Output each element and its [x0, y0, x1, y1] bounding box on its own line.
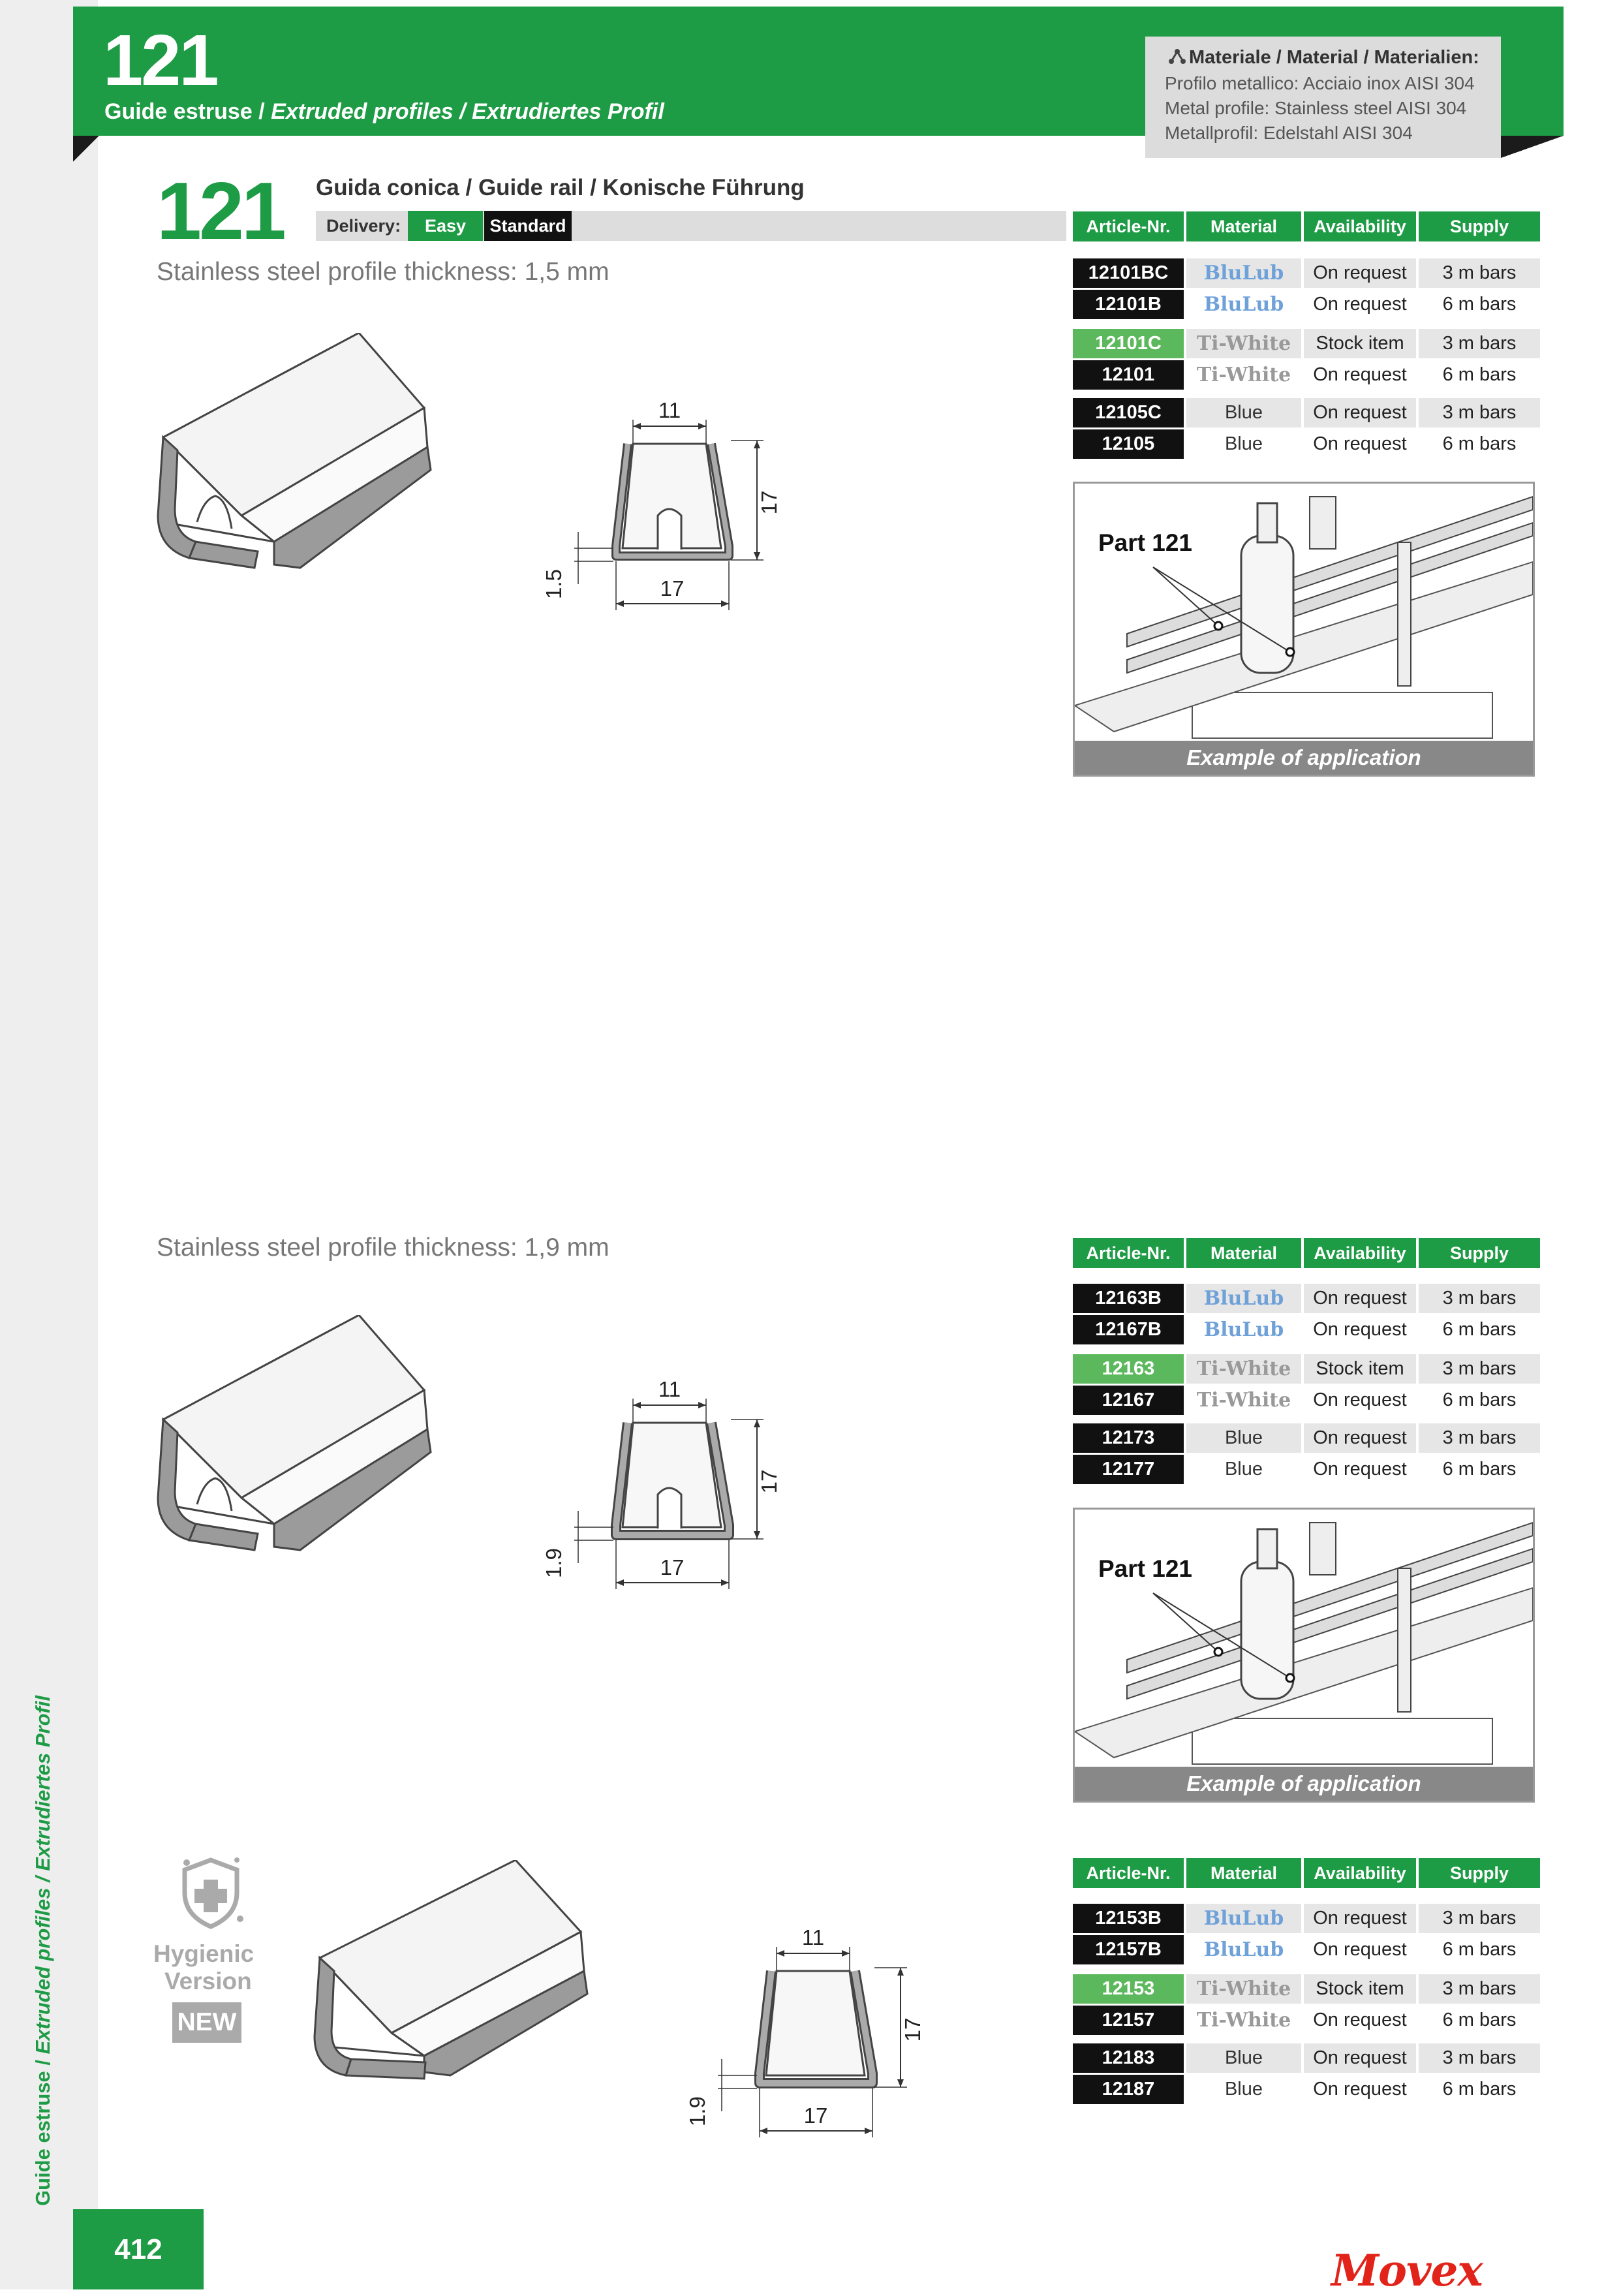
table-cell-supply: 3 m bars — [1419, 329, 1540, 358]
delivery-standard-badge: Standard — [484, 211, 572, 241]
profile-3d-drawing — [307, 1860, 600, 2082]
table-cell-article: 12101BC — [1073, 258, 1184, 288]
section-title: Stainless steel profile thickness: 1,9 mm — [157, 1233, 609, 1262]
materials-title-text: Materiale / Material / Materialien: — [1189, 47, 1479, 68]
dim-bottom-width: 17 — [803, 2103, 828, 2128]
profile-3d-drawing — [150, 1315, 444, 1563]
header-fold — [73, 136, 99, 162]
dim-top-width: 11 — [801, 1925, 825, 1949]
table-cell-material: Ti-White — [1186, 2006, 1301, 2035]
dim-bottom-width: 17 — [660, 1555, 685, 1579]
table-cell-material: Ti-White — [1186, 1354, 1301, 1384]
delivery-easy-badge: Easy — [408, 211, 483, 241]
table-cell-supply: 6 m bars — [1419, 1455, 1540, 1484]
col-header-supply: Supply — [1419, 1238, 1540, 1268]
table-cell-supply: 6 m bars — [1419, 1935, 1540, 1964]
table-cell-material: Ti-White — [1186, 1386, 1301, 1415]
table-cell-article: 12167 — [1073, 1386, 1184, 1415]
profile-cross-section — [679, 1922, 940, 2147]
table-cell-availability: On request — [1304, 2043, 1416, 2073]
delivery-label: Delivery: — [326, 216, 401, 236]
hygienic-version-label: Version — [164, 1968, 252, 1994]
table-cell-material: BluLub — [1186, 1315, 1301, 1344]
table-cell-availability: On request — [1304, 290, 1416, 319]
table-cell-supply: 6 m bars — [1419, 2075, 1540, 2104]
table-cell-supply: 3 m bars — [1419, 1904, 1540, 1933]
dim-height: 17 — [757, 490, 781, 515]
application-part-label: Part 121 — [1098, 1555, 1192, 1582]
table-cell-supply: 3 m bars — [1419, 1423, 1540, 1453]
col-header-material: Material — [1186, 1238, 1301, 1268]
col-header-supply: Supply — [1419, 211, 1540, 241]
table-cell-supply: 6 m bars — [1419, 1315, 1540, 1344]
table-cell-supply: 6 m bars — [1419, 290, 1540, 319]
table-cell-material: Ti-White — [1186, 329, 1301, 358]
col-header-article: Article-Nr. — [1073, 1858, 1184, 1888]
materials-fold — [1501, 136, 1564, 158]
col-header-availability: Availability — [1304, 211, 1416, 241]
materials-line: Profilo metallico: Acciaio inox AISI 304 — [1165, 73, 1475, 93]
table-cell-availability: On request — [1304, 258, 1416, 288]
header-code: 121 — [103, 20, 217, 101]
table-cell-supply: 6 m bars — [1419, 429, 1540, 459]
table-cell-article: 12157 — [1073, 2006, 1184, 2035]
table-cell-article: 12173 — [1073, 1423, 1184, 1453]
table-cell-availability: On request — [1304, 1284, 1416, 1313]
table-cell-article: 12105 — [1073, 429, 1184, 459]
hygienic-label: Hygienic — [153, 1940, 254, 1967]
table-cell-article: 12163B — [1073, 1284, 1184, 1313]
table-cell-supply: 6 m bars — [1419, 2006, 1540, 2035]
table-cell-article: 12163 — [1073, 1354, 1184, 1384]
table-cell-availability: On request — [1304, 1935, 1416, 1964]
materials-line: Metallprofil: Edelstahl AISI 304 — [1165, 123, 1413, 143]
table-cell-material: BluLub — [1186, 1935, 1301, 1964]
materials-line: Metal profile: Stainless steel AISI 304 — [1165, 98, 1467, 118]
table-cell-material: Blue — [1186, 2043, 1301, 2073]
table-cell-availability: On request — [1304, 1423, 1416, 1453]
table-cell-article: 12183 — [1073, 2043, 1184, 2073]
table-cell-availability: Stock item — [1304, 1974, 1416, 2004]
dim-thickness: 1.5 — [542, 569, 566, 599]
table-cell-article: 12101 — [1073, 360, 1184, 390]
table-cell-material: Blue — [1186, 398, 1301, 427]
dim-height: 17 — [901, 2017, 925, 2042]
table-cell-material: Blue — [1186, 429, 1301, 459]
col-header-material: Material — [1186, 1858, 1301, 1888]
table-cell-availability: On request — [1304, 1455, 1416, 1484]
profile-cross-section — [535, 395, 796, 620]
col-header-article: Article-Nr. — [1073, 211, 1184, 241]
table-cell-article: 12177 — [1073, 1455, 1184, 1484]
table-cell-supply: 3 m bars — [1419, 2043, 1540, 2073]
product-title: Guida conica / Guide rail / Konische Führung — [316, 175, 805, 200]
table-cell-availability: Stock item — [1304, 329, 1416, 358]
col-header-availability: Availability — [1304, 1238, 1416, 1268]
table-cell-material: Blue — [1186, 1455, 1301, 1484]
table-cell-supply: 3 m bars — [1419, 1284, 1540, 1313]
table-cell-material: Ti-White — [1186, 360, 1301, 390]
application-image — [1073, 1508, 1535, 1803]
table-cell-material: BluLub — [1186, 1284, 1301, 1313]
application-illustration — [1075, 1510, 1533, 1767]
table-cell-material: Blue — [1186, 2075, 1301, 2104]
table-cell-availability: On request — [1304, 2006, 1416, 2035]
table-cell-availability: On request — [1304, 429, 1416, 459]
table-cell-material: Ti-White — [1186, 1974, 1301, 2004]
table-cell-article: 12101B — [1073, 290, 1184, 319]
table-cell-availability: On request — [1304, 1904, 1416, 1933]
profile-3d-drawing — [150, 333, 444, 581]
table-cell-article: 12157B — [1073, 1935, 1184, 1964]
table-cell-article: 12153B — [1073, 1904, 1184, 1933]
table-cell-supply: 6 m bars — [1419, 1386, 1540, 1415]
hygienic-shield-icon — [175, 1854, 247, 1932]
table-cell-article: 12153 — [1073, 1974, 1184, 2004]
profile-cross-section — [535, 1374, 796, 1599]
col-header-article: Article-Nr. — [1073, 1238, 1184, 1268]
table-cell-availability: On request — [1304, 1386, 1416, 1415]
materials-title — [1168, 47, 1479, 69]
dim-top-width: 11 — [658, 398, 681, 422]
table-cell-article: 12167B — [1073, 1315, 1184, 1344]
table-cell-supply: 3 m bars — [1419, 1354, 1540, 1384]
table-cell-availability: On request — [1304, 1315, 1416, 1344]
table-cell-article: 12105C — [1073, 398, 1184, 427]
table-cell-article: 12187 — [1073, 2075, 1184, 2104]
table-cell-material: BluLub — [1186, 1904, 1301, 1933]
table-cell-supply: 3 m bars — [1419, 398, 1540, 427]
table-cell-availability: On request — [1304, 398, 1416, 427]
table-cell-supply: 3 m bars — [1419, 1974, 1540, 2004]
movex-logo: Movex — [1331, 2245, 1483, 2296]
application-illustration — [1075, 484, 1533, 741]
table-cell-availability: Stock item — [1304, 1354, 1416, 1384]
vertical-section-label: Guide estruse / Extruded profiles / Extrudiertes Profil — [31, 1695, 54, 2206]
table-cell-material: BluLub — [1186, 290, 1301, 319]
section-title: Stainless steel profile thickness: 1,5 mm — [157, 258, 609, 286]
table-cell-supply: 3 m bars — [1419, 258, 1540, 288]
col-header-material: Material — [1186, 211, 1301, 241]
page-number: 412 — [114, 2233, 162, 2265]
dim-thickness: 1.9 — [542, 1548, 566, 1578]
header-subtitle: Guide estruse / Extruded profiles / Extrudiertes Profil — [104, 99, 664, 124]
col-header-supply: Supply — [1419, 1858, 1540, 1888]
dim-thickness: 1.9 — [685, 2096, 709, 2126]
product-code: 121 — [157, 166, 284, 256]
col-header-availability: Availability — [1304, 1858, 1416, 1888]
application-caption: Example of application — [1075, 1767, 1533, 1801]
table-cell-article: 12101C — [1073, 329, 1184, 358]
application-caption: Example of application — [1075, 741, 1533, 775]
application-image — [1073, 482, 1535, 777]
table-cell-supply: 6 m bars — [1419, 360, 1540, 390]
materials-icon — [1168, 48, 1186, 66]
dim-bottom-width: 17 — [660, 576, 685, 600]
dim-top-width: 11 — [658, 1377, 681, 1401]
dim-height: 17 — [757, 1469, 781, 1494]
table-cell-material: BluLub — [1186, 258, 1301, 288]
table-cell-availability: On request — [1304, 360, 1416, 390]
table-cell-material: Blue — [1186, 1423, 1301, 1453]
application-part-label: Part 121 — [1098, 529, 1192, 556]
table-cell-availability: On request — [1304, 2075, 1416, 2104]
new-badge: NEW — [172, 2002, 241, 2043]
